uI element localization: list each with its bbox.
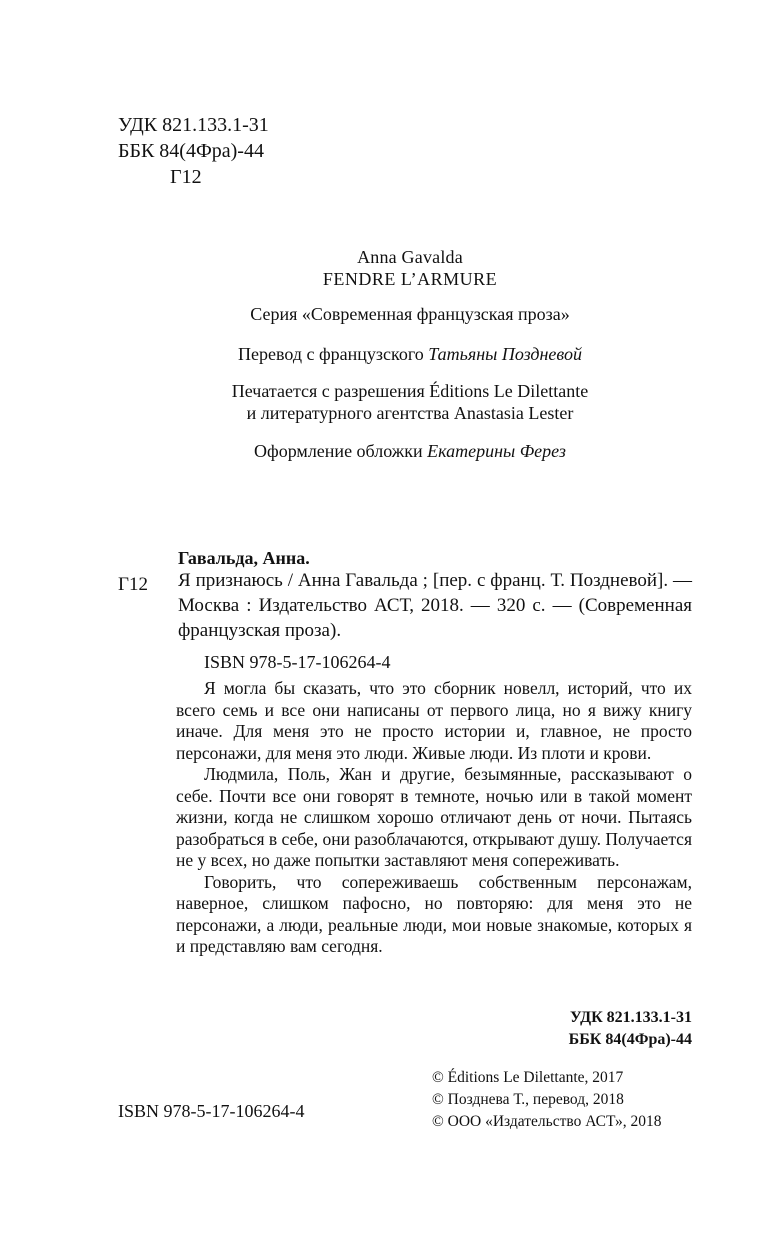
- catalog-author-heading: Гавальда, Анна.: [178, 548, 310, 568]
- bbk-code: ББК 84(4Фра)-44: [118, 140, 264, 162]
- translator-name: Татьяны Поздневой: [428, 344, 582, 364]
- annotation-paragraph: Говорить, что сопереживаешь собственным персонажам, наверное, слишком пафосно, но повторяю: для меня это не персонажи, а люди, реальные люди, мои новые знакомые, которых я и представляю вам сегодня.: [176, 871, 692, 956]
- permission-line-2: и литературного агентства Anastasia Lester: [246, 403, 574, 423]
- translation-prefix: Перевод с французского: [238, 344, 424, 364]
- cover-designer-name: Екатерины Ферез: [427, 441, 566, 461]
- cover-credit: [110, 440, 710, 462]
- annotation: [176, 678, 692, 958]
- translation-credit: [110, 343, 710, 365]
- bbk-code-bottom: ББК 84(4Фра)-44: [568, 1031, 692, 1048]
- isbn-bottom: ISBN 978-5-17-106264-4: [118, 1101, 305, 1121]
- cover-prefix: Оформление обложки: [254, 441, 423, 461]
- copyright-line-1: © Éditions Le Dilettante, 2017: [432, 1069, 624, 1086]
- copyright-line-3: © ООО «Издательство АСТ», 2018: [432, 1113, 662, 1130]
- catalog-description: Я признаюсь / Анна Гавальда ; [пер. с франц. Т. Поздневой]. — Москва : Издательство АСТ, 2018. — 320 с. — (Современная французская проза).: [178, 570, 692, 641]
- copyright-line-2: © Позднева Т., перевод, 2018: [432, 1091, 624, 1108]
- original-title: FENDRE L’ARMURE: [322, 269, 498, 289]
- permission-credit: [110, 380, 710, 424]
- original-author: Anna Gavalda: [357, 247, 463, 267]
- original-title-block: [110, 246, 710, 290]
- udk-code-bottom: УДК 821.133.1-31: [569, 1009, 692, 1026]
- classification-codes-top: [118, 112, 269, 190]
- annotation-paragraph: Я могла бы сказать, что это сборник новелл, историй, что их всего семь и все они написаны от первого лица, но я вижу книгу иначе. Для меня это не просто истории и, главное, не просто персонажи, для меня это люди. Живые люди. Из плоти и крови.: [176, 678, 692, 763]
- classification-codes-bottom: [569, 1007, 692, 1051]
- catalog-isbn: ISBN 978-5-17-106264-4: [204, 652, 391, 672]
- annotation-paragraph: Людмила, Поль, Жан и другие, безымянные, рассказывают о себе. Почти все они говорят в темноте, ночью или в такой момент жизни, когда не слишком хорошо отличают день от ночи. Пытаясь разобраться в себе, они разоблачаются, открывают душу. Получается не у всех, но даже попытки заставляют меня сопереживать.: [176, 764, 692, 870]
- catalog-sign: Г12: [118, 574, 148, 595]
- udk-code: УДК 821.133.1-31: [118, 114, 269, 136]
- copyright-block: [432, 1067, 662, 1133]
- permission-line-1: Печатается с разрешения Éditions Le Dilettante: [231, 381, 589, 401]
- series-line: Серия «Современная французская проза»: [250, 304, 570, 324]
- author-sign: Г12: [170, 166, 202, 188]
